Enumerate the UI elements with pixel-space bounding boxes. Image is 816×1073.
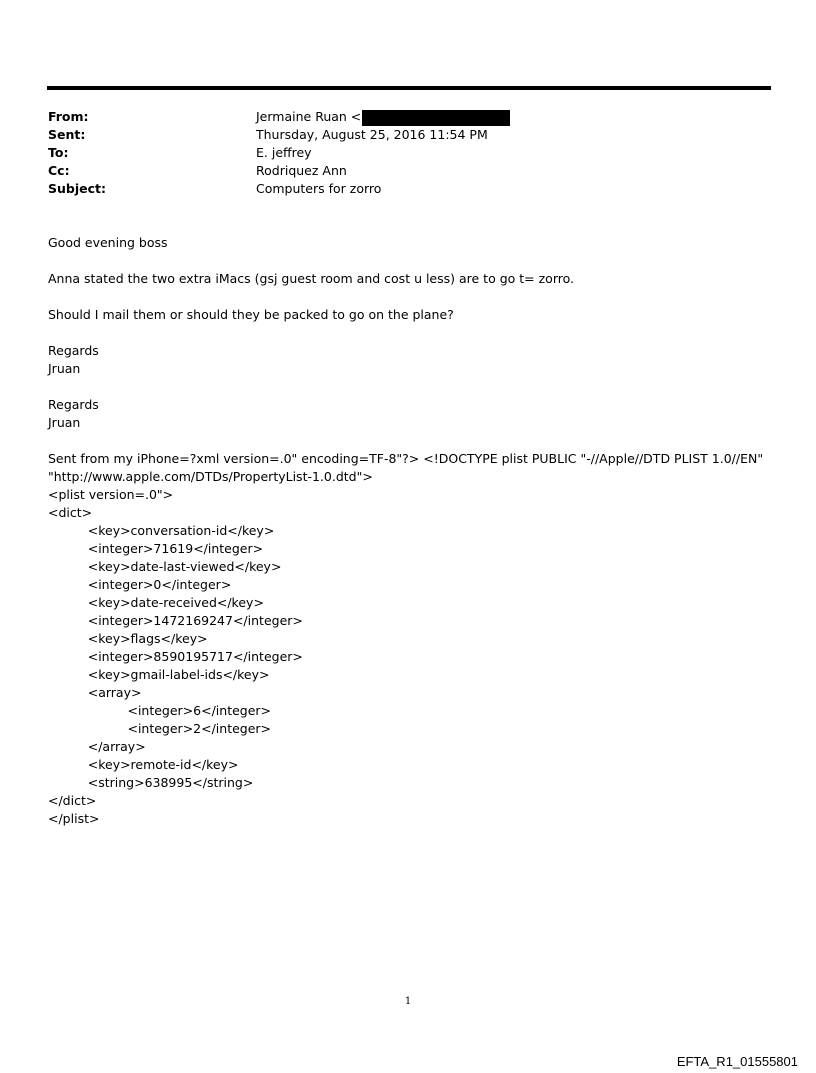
plist-code-block [48, 486, 788, 828]
sent-label: Sent: [48, 127, 86, 142]
regards-1: Regards [48, 343, 99, 358]
page-number: 1 [404, 996, 412, 1007]
dtd-url-line: "http://www.apple.com/DTDs/PropertyList-1.0.dtd"> [48, 469, 373, 484]
subject-value: Computers for zorro [256, 181, 382, 196]
cc-label: Cc: [48, 163, 70, 178]
code-line: <integer>0</integer> [48, 577, 232, 592]
sent-from-line: Sent from my iPhone=?xml version=.0" encoding=TF-8"?> <!DOCTYPE plist PUBLIC "-//Apple//DTD PLIST 1.0//EN" [48, 451, 764, 466]
email-body [48, 234, 788, 828]
code-line: <integer>1472169247</integer> [48, 613, 303, 628]
code-line: <key>conversation-id</key> [48, 523, 275, 538]
signature-1: Jruan [48, 361, 81, 376]
to-value: E. jeffrey [256, 145, 312, 160]
document-id: EFTA_R1_01555801 [676, 1054, 798, 1069]
code-line: <integer>8590195717</integer> [48, 649, 303, 664]
subject-label: Subject: [48, 181, 106, 196]
code-line: </plist> [48, 811, 100, 826]
code-line: <key>gmail-label-ids</key> [48, 667, 270, 682]
code-line: <key>flags</key> [48, 631, 208, 646]
code-line: <string>638995</string> [48, 775, 254, 790]
code-line: </array> [48, 739, 146, 754]
regards-2: Regards [48, 397, 99, 412]
sent-value: Thursday, August 25, 2016 11:54 PM [256, 127, 488, 142]
body-line-1: Anna stated the two extra iMacs (gsj guest room and cost u less) are to go t= zorro. [48, 271, 575, 286]
signature-2: Jruan [48, 415, 81, 430]
code-line: <integer>71619</integer> [48, 541, 264, 556]
from-label: From: [48, 109, 89, 124]
from-name: Jermaine Ruan < [256, 109, 362, 124]
code-line: <key>date-last-viewed</key> [48, 559, 282, 574]
code-line: <plist version=.0"> [48, 487, 174, 502]
header-rule [47, 86, 771, 90]
code-line: <dict> [48, 505, 93, 520]
code-line: </dict> [48, 793, 97, 808]
body-line-2: Should I mail them or should they be packed to go on the plane? [48, 307, 454, 322]
redaction-block [362, 110, 510, 126]
code-line: <key>remote-id</key> [48, 757, 239, 772]
code-line: <key>date-received</key> [48, 595, 264, 610]
from-value [256, 108, 510, 126]
greeting: Good evening boss [48, 235, 168, 250]
code-line: <integer>2</integer> [48, 721, 272, 736]
to-label: To: [48, 145, 69, 160]
cc-value: Rodriquez Ann [256, 163, 347, 178]
code-line: <array> [48, 685, 142, 700]
code-line: <integer>6</integer> [48, 703, 272, 718]
